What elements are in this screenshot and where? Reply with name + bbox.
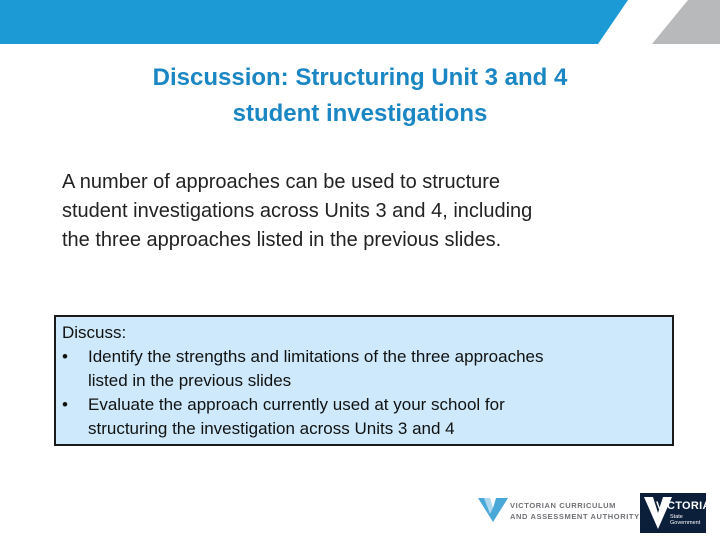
intro-line-3: the three approaches listed in the previous slides.: [62, 229, 502, 251]
vcaa-logo-icon: [478, 496, 508, 522]
slide-title: [60, 60, 660, 132]
victoria-sub-line-2: Government: [670, 520, 701, 526]
title-line-2: student investigations: [232, 100, 488, 127]
top-banner: [0, 0, 720, 44]
discuss-bullet: [62, 345, 666, 393]
vcaa-line-2: AND ASSESSMENT AUTHORITY: [510, 512, 640, 521]
banner-blue-band: [0, 0, 628, 44]
victoria-logo-subtext: [670, 514, 700, 526]
intro-paragraph: [62, 168, 662, 255]
victoria-logo-icon: [640, 493, 706, 533]
vcaa-logo-text: [510, 500, 640, 522]
victoria-sub-line-1: State: [670, 514, 683, 520]
discuss-heading: [62, 321, 666, 345]
bullet-marker: •: [62, 395, 68, 414]
bullet-marker: •: [62, 347, 68, 366]
title-line-1: Discussion: Structuring Unit 3 and 4: [152, 64, 568, 91]
intro-line-1: A number of approaches can be used to structure: [62, 171, 501, 193]
bullet-2-line-2: structuring the investigation across Units 3 and 4: [88, 419, 455, 438]
bullet-2-line-1: Evaluate the approach currently used at your school for: [88, 395, 505, 414]
bullet-text: [88, 345, 544, 393]
bullet-1-line-1: Identify the strengths and limitations of the three approaches: [88, 347, 544, 366]
bullet-text: [88, 393, 505, 441]
bullet-1-line-2: listed in the previous slides: [88, 371, 292, 390]
banner-grey-band: [652, 0, 720, 44]
discuss-heading-colon: :: [121, 323, 127, 342]
discuss-box: [54, 315, 674, 446]
discuss-bullet: [62, 393, 666, 441]
intro-line-2: student investigations across Units 3 and 4, including: [62, 200, 533, 222]
vcaa-line-1: VICTORIAN CURRICULUM: [510, 501, 617, 510]
victoria-logo-word: VICTORIA: [656, 500, 711, 512]
discuss-heading-word: Discuss: [62, 323, 122, 342]
